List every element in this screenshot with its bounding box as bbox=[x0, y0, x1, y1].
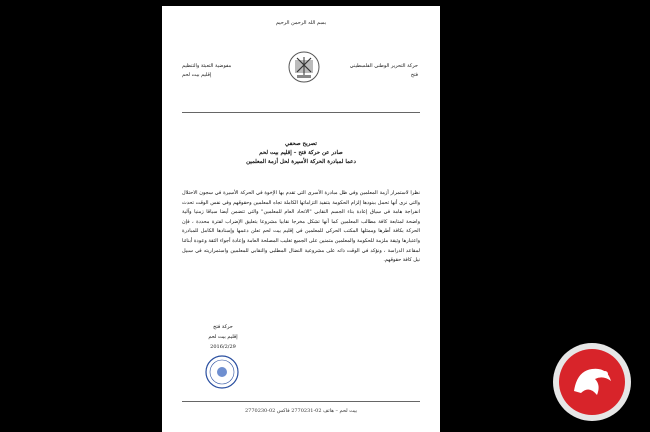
letter-page bbox=[162, 6, 440, 432]
maan-logo-icon bbox=[551, 341, 633, 423]
statement-heading bbox=[162, 140, 440, 167]
statement-subject: دعما لمبادرة الحركة الأسيرة لحل أزمة المعلمين bbox=[246, 159, 356, 165]
basmala: بسم الله الرحمن الرحيم bbox=[275, 20, 327, 26]
fatah-emblem-icon bbox=[287, 50, 321, 84]
region-name: إقليم بيت لحم bbox=[182, 72, 212, 78]
statement-body: نظرا لاستمرار أزمة المعلمين وفي ظل مبادرة الأسرى التي تقدم بها الإخوة في الحركة الأسيرة في سجون الاحتلال والتي نرى أنها تحمل ببنودها إلزام الحكومة بتنفيذ التزاماتها الكاملة تجاه المعلمين وحقوقهم وفي نفس الوقت تحدث انفراجة هامة في سياق إعادة بناء الجسم النقابي "الاتحاد العام للمعلمين" والتي تتضمن أيضا سياقا زمنيا وآلية واضحة لمتابعة كافة مطالب المعلمين كما أنها تشكل مخرجا نقابيا مشروعا بتعليق الإضراب لفترة محددة ، فإن الحركة بكافة أطرها وممثلها المكتب الحركي للمعلمين في إقليم بيت لحم تعلن دعمها وإسنادها الكامل للمبادرة واعتبارها وثيقة ملزمة للحكومة والمعلمين متمنين على الجميع تغليب المصلحة العامة وإعادة أجواء الثقة وعودة أبنائنا لمقاعد الدراسة ، ونؤكد في الوقت ذاته على مشروعية النضال المطلبي والنقابي للمعلمين واستمراريته في سبيل نيل كافة حقوقهم. bbox=[182, 190, 420, 264]
commission-header bbox=[182, 62, 231, 80]
org-header bbox=[350, 62, 418, 80]
org-name: حركة التحرير الوطني الفلسطيني bbox=[349, 63, 418, 69]
header-divider bbox=[182, 112, 420, 113]
statement-title: تصريح صحفي bbox=[285, 141, 317, 147]
footer-divider bbox=[182, 401, 420, 402]
signature-region: إقليم بيت لحم bbox=[208, 334, 238, 340]
org-short-name: فتح bbox=[410, 72, 418, 78]
official-stamp-icon bbox=[204, 354, 240, 390]
footer-contact: بيت لحم – هاتف 02-2770231 فاكس 02-2770230 bbox=[244, 408, 358, 414]
statement-subtitle: صادر عن حركة فتح – إقليم بيت لحم bbox=[259, 150, 343, 156]
signature-org: حركة فتح bbox=[213, 324, 233, 330]
signature-block bbox=[198, 322, 248, 352]
signature-date: 2016/2/29 bbox=[210, 344, 236, 350]
commission-name: مفوضية التعبئة والتنظيم bbox=[182, 63, 232, 69]
